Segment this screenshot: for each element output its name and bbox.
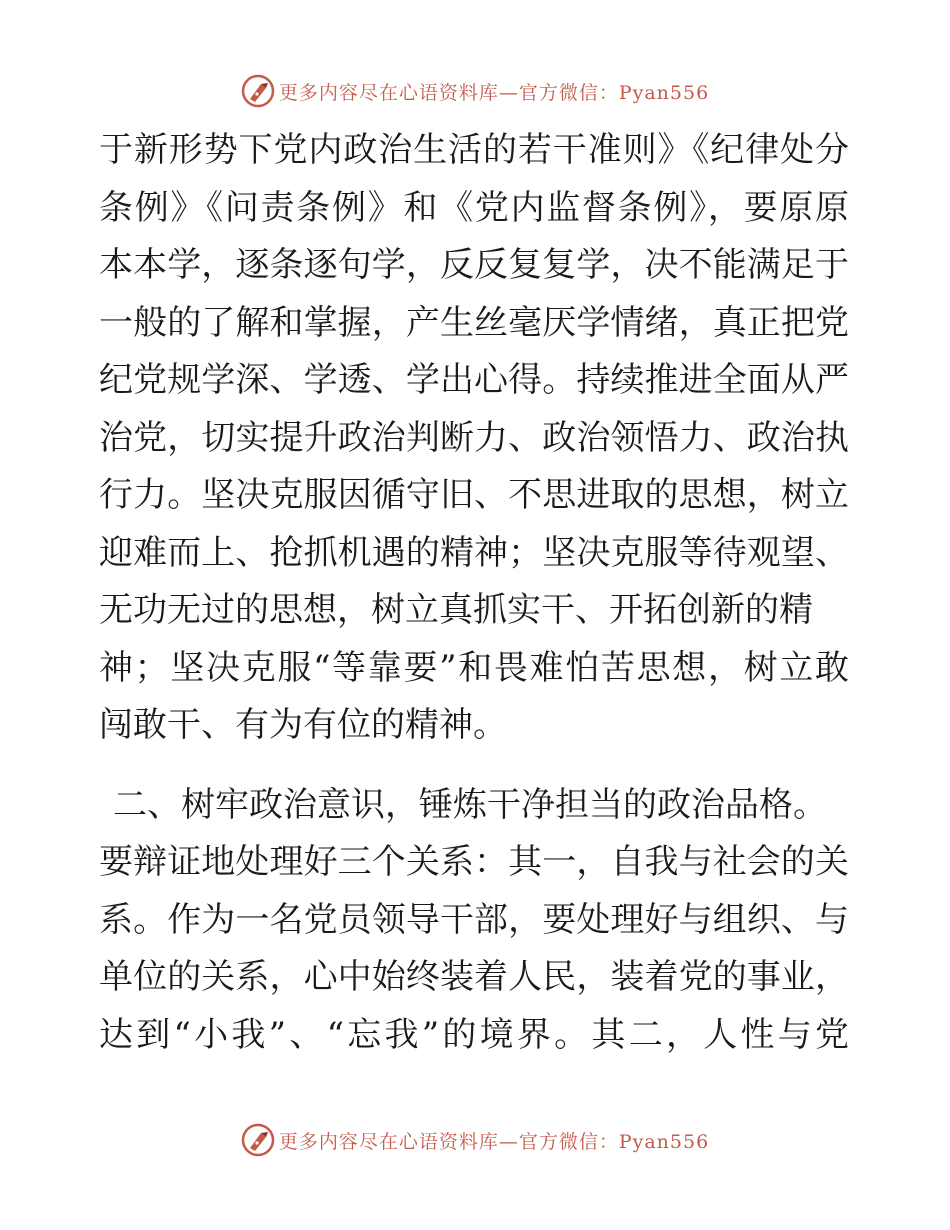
text-line: 条例》《问责条例》和《党内监督条例》，要原原 <box>99 187 849 228</box>
text-line: 治党，切实提升政治判断力、政治领悟力、政治执 <box>99 417 849 458</box>
paragraph-2 <box>99 834 849 1064</box>
text-line: 无功无过的思想，树立真抓实干、开拓创新的精 <box>99 590 813 630</box>
text-line: 系。作为一名党员领导干部，要处理好与组织、与 <box>99 899 849 940</box>
pen-nib-circle-icon <box>241 1123 275 1157</box>
document-body <box>99 122 849 1064</box>
text-line: 行力。坚决克服因循守旧、不思进取的思想，树立 <box>99 475 849 515</box>
text-line: 闯敢干、有为有位的精神。 <box>99 705 507 745</box>
text-line: 单位的关系，心中始终装着人民，装着党的事业， <box>99 957 849 997</box>
text-line: 于新形势下党内政治生活的若干准则》《纪律处分 <box>99 130 849 170</box>
footer-banner-text: 更多内容尽在心语资料库—官方微信：Pyan556 <box>278 1130 710 1153</box>
text-line: 达到“小我”、“忘我”的境界。其二，人性与党 <box>99 1014 849 1055</box>
text-line: 纪党规学深、学透、学出心得。持续推进全面从严 <box>99 360 849 400</box>
text-line: 一般的了解和掌握，产生丝毫厌学情绪，真正把党 <box>99 302 849 343</box>
text-line: 神；坚决克服“等靠要”和畏难怕苦思想，树立敢 <box>99 647 849 688</box>
header-banner <box>0 71 950 111</box>
paragraph-1 <box>99 122 849 755</box>
text-line: 迎难而上、抢抓机遇的精神；坚决克服等待观望、 <box>99 532 849 573</box>
text-line: 本本学，逐条逐句学，反反复复学，决不能满足于 <box>99 245 849 285</box>
text-line: 要辩证地处理好三个关系：其一，自我与社会的关 <box>99 842 849 882</box>
pen-nib-circle-icon <box>241 74 275 108</box>
paragraph-gap <box>99 755 849 777</box>
header-banner-text: 更多内容尽在心语资料库—官方微信：Pyan556 <box>278 81 710 104</box>
section-heading: 二、树牢政治意识，锤炼干净担当的政治品格。 <box>113 784 827 825</box>
footer-banner <box>0 1120 950 1160</box>
